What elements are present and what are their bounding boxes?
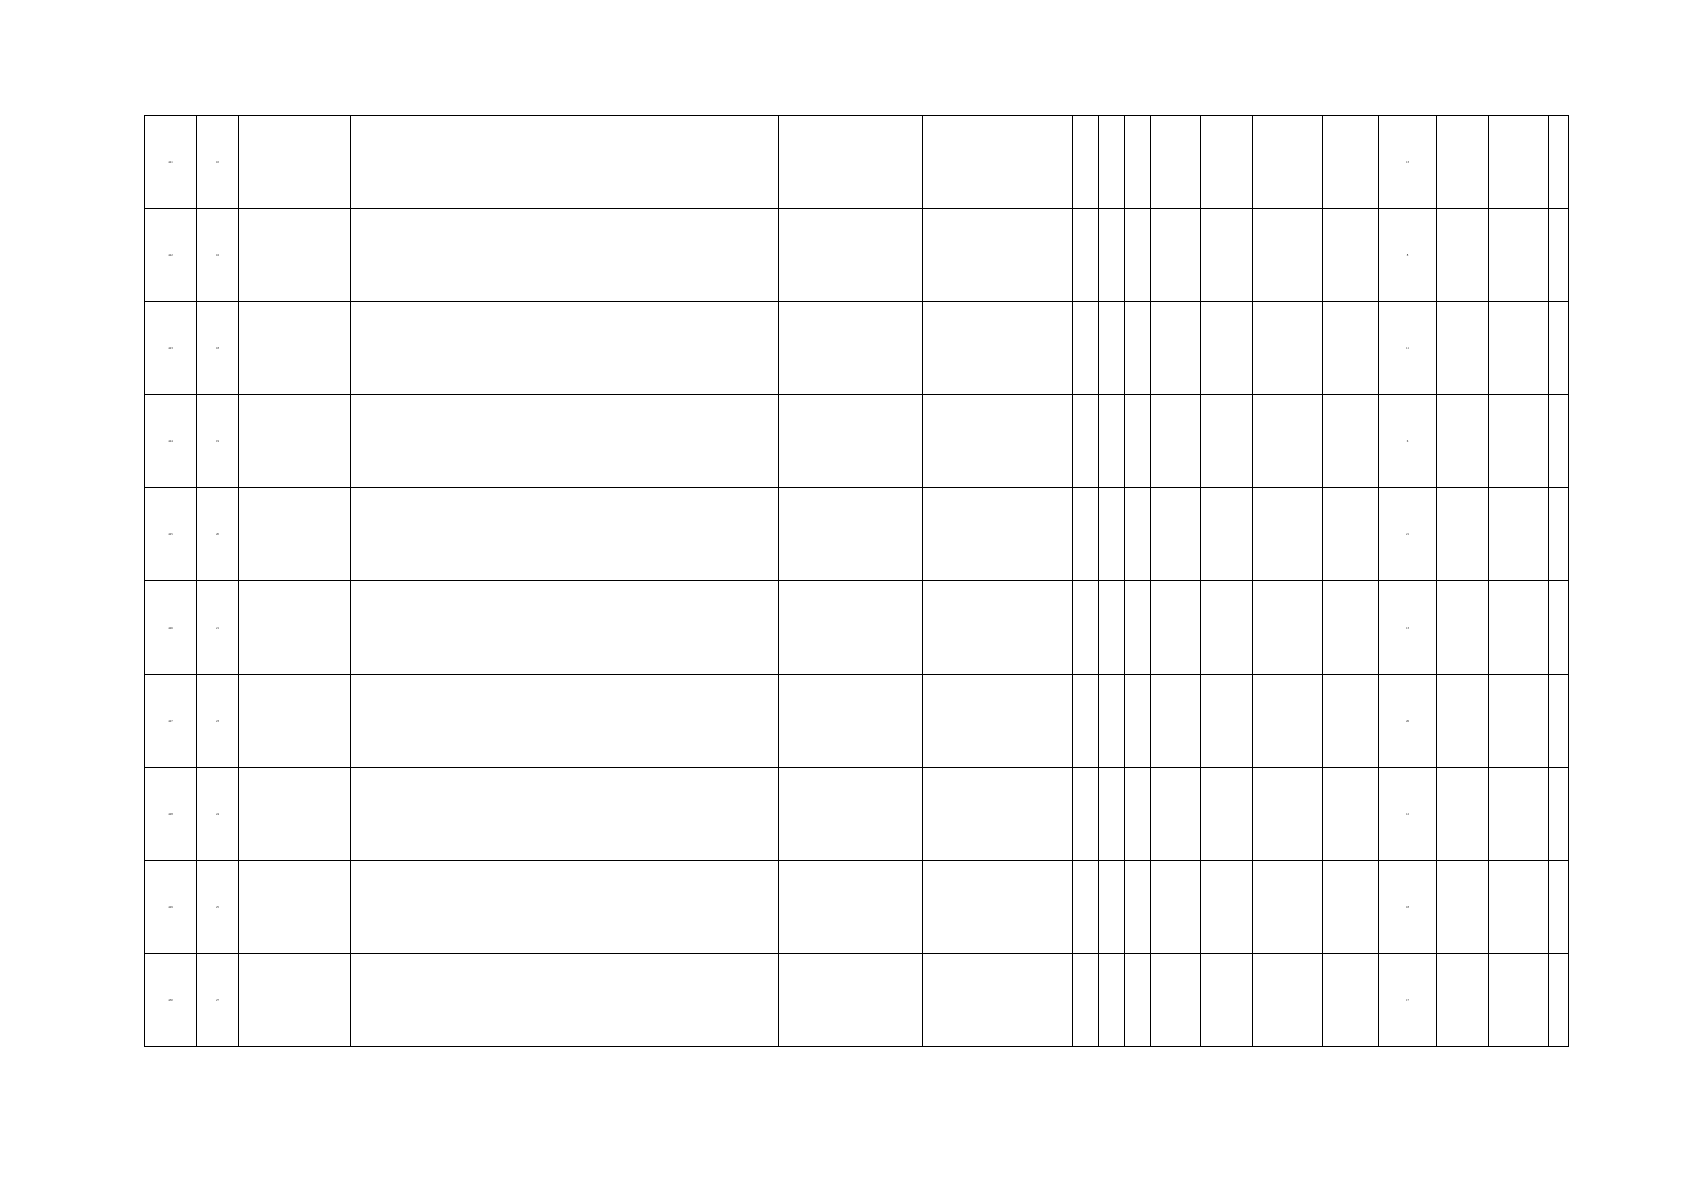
- route-number: 21: [197, 581, 239, 674]
- route-stop-order: [1151, 488, 1201, 581]
- route-streets-backward: [923, 581, 1073, 674]
- route-length-total: [1073, 395, 1099, 488]
- route-stops-directions: [351, 395, 779, 488]
- route-empty-cell: [1323, 395, 1379, 488]
- route-streets-forward: [779, 116, 923, 209]
- route-stops-directions: [351, 767, 779, 860]
- route-empty-cell: [1323, 860, 1379, 953]
- route-empty-cell: [1549, 953, 1569, 1046]
- table-row: [145, 116, 1569, 209]
- route-stop-order: [1151, 581, 1201, 674]
- route-streets-backward: [923, 302, 1073, 395]
- route-length-total: [1073, 674, 1099, 767]
- route-empty-cell: [1549, 302, 1569, 395]
- route-number: 10: [197, 116, 239, 209]
- route-stops-directions: [351, 302, 779, 395]
- route-vehicle-count: 17: [1379, 953, 1437, 1046]
- route-carrier: [1489, 116, 1549, 209]
- route-length-total: [1073, 209, 1099, 302]
- route-start-date: [1437, 767, 1489, 860]
- route-name: [239, 860, 351, 953]
- route-carrier: [1489, 209, 1549, 302]
- route-stop-order: [1151, 302, 1201, 395]
- table-row: [145, 953, 1569, 1046]
- route-number: 18: [197, 302, 239, 395]
- route-length-forward: [1099, 302, 1125, 395]
- route-length-total: [1073, 860, 1099, 953]
- route-length-total: [1073, 767, 1099, 860]
- route-empty-cell: [1323, 674, 1379, 767]
- route-reg-number: 425: [145, 488, 197, 581]
- route-streets-backward: [923, 488, 1073, 581]
- route-streets-backward: [923, 395, 1073, 488]
- route-length-forward: [1099, 395, 1125, 488]
- route-length-backward: [1125, 209, 1151, 302]
- route-vehicle-count: 13: [1379, 116, 1437, 209]
- route-name: [239, 674, 351, 767]
- table-row: [145, 209, 1569, 302]
- route-vehicle-class: [1253, 302, 1323, 395]
- route-streets-forward: [779, 860, 923, 953]
- route-carrier: [1489, 953, 1549, 1046]
- route-stops-directions: [351, 953, 779, 1046]
- route-stops-directions: [351, 860, 779, 953]
- route-length-backward: [1125, 581, 1151, 674]
- route-stops-directions: [351, 488, 779, 581]
- route-vehicle-count: 8: [1379, 209, 1437, 302]
- route-stop-order: [1151, 209, 1201, 302]
- route-tariff: [1201, 488, 1253, 581]
- route-number: 24: [197, 767, 239, 860]
- route-number: 20: [197, 488, 239, 581]
- route-carrier: [1489, 674, 1549, 767]
- route-tariff: [1201, 581, 1253, 674]
- route-tariff: [1201, 116, 1253, 209]
- route-reg-number: 422: [145, 209, 197, 302]
- table-row: [145, 581, 1569, 674]
- route-stop-order: [1151, 116, 1201, 209]
- route-start-date: [1437, 209, 1489, 302]
- route-vehicle-class: [1253, 116, 1323, 209]
- route-number: 25: [197, 860, 239, 953]
- route-empty-cell: [1323, 767, 1379, 860]
- route-empty-cell: [1323, 116, 1379, 209]
- route-carrier: [1489, 395, 1549, 488]
- route-length-backward: [1125, 395, 1151, 488]
- route-length-forward: [1099, 953, 1125, 1046]
- route-empty-cell: [1323, 488, 1379, 581]
- route-name: [239, 302, 351, 395]
- routes-table: [144, 115, 1569, 1047]
- route-empty-cell: [1323, 209, 1379, 302]
- route-start-date: [1437, 860, 1489, 953]
- route-empty-cell: [1549, 860, 1569, 953]
- table-row: [145, 302, 1569, 395]
- route-empty-cell: [1549, 581, 1569, 674]
- route-streets-backward: [923, 209, 1073, 302]
- route-length-backward: [1125, 116, 1151, 209]
- route-length-total: [1073, 302, 1099, 395]
- route-streets-backward: [923, 953, 1073, 1046]
- route-vehicle-class: [1253, 860, 1323, 953]
- route-carrier: [1489, 767, 1549, 860]
- route-length-backward: [1125, 953, 1151, 1046]
- route-length-forward: [1099, 674, 1125, 767]
- route-tariff: [1201, 953, 1253, 1046]
- route-empty-cell: [1323, 581, 1379, 674]
- route-vehicle-class: [1253, 674, 1323, 767]
- route-carrier: [1489, 488, 1549, 581]
- route-length-backward: [1125, 767, 1151, 860]
- table-row: [145, 488, 1569, 581]
- table-row: [145, 860, 1569, 953]
- route-stops-directions: [351, 209, 779, 302]
- route-reg-number: 427: [145, 674, 197, 767]
- route-length-forward: [1099, 209, 1125, 302]
- route-length-forward: [1099, 116, 1125, 209]
- route-name: [239, 953, 351, 1046]
- route-vehicle-class: [1253, 395, 1323, 488]
- route-vehicle-class: [1253, 488, 1323, 581]
- route-tariff: [1201, 395, 1253, 488]
- route-reg-number: 426: [145, 581, 197, 674]
- route-empty-cell: [1323, 302, 1379, 395]
- route-vehicle-class: [1253, 581, 1323, 674]
- route-reg-number: 430: [145, 953, 197, 1046]
- route-stop-order: [1151, 395, 1201, 488]
- route-name: [239, 488, 351, 581]
- route-number: 19: [197, 395, 239, 488]
- route-vehicle-class: [1253, 209, 1323, 302]
- route-start-date: [1437, 674, 1489, 767]
- route-length-total: [1073, 581, 1099, 674]
- route-streets-forward: [779, 581, 923, 674]
- route-length-total: [1073, 953, 1099, 1046]
- route-length-forward: [1099, 488, 1125, 581]
- route-vehicle-count: 18: [1379, 860, 1437, 953]
- route-length-backward: [1125, 860, 1151, 953]
- route-length-total: [1073, 488, 1099, 581]
- route-empty-cell: [1549, 116, 1569, 209]
- route-carrier: [1489, 860, 1549, 953]
- route-stops-directions: [351, 116, 779, 209]
- route-stops-directions: [351, 581, 779, 674]
- route-start-date: [1437, 953, 1489, 1046]
- route-vehicle-class: [1253, 767, 1323, 860]
- route-vehicle-count: 6: [1379, 395, 1437, 488]
- route-length-total: [1073, 116, 1099, 209]
- route-reg-number: 429: [145, 860, 197, 953]
- route-length-forward: [1099, 581, 1125, 674]
- route-name: [239, 209, 351, 302]
- table-row: [145, 674, 1569, 767]
- route-tariff: [1201, 674, 1253, 767]
- route-reg-number: 421: [145, 116, 197, 209]
- route-vehicle-count: 11: [1379, 302, 1437, 395]
- route-reg-number: 423: [145, 302, 197, 395]
- route-streets-forward: [779, 302, 923, 395]
- route-number: 23: [197, 674, 239, 767]
- route-empty-cell: [1549, 674, 1569, 767]
- route-length-forward: [1099, 860, 1125, 953]
- route-streets-forward: [779, 395, 923, 488]
- route-streets-forward: [779, 674, 923, 767]
- route-length-forward: [1099, 767, 1125, 860]
- route-streets-backward: [923, 674, 1073, 767]
- route-streets-forward: [779, 488, 923, 581]
- route-empty-cell: [1549, 209, 1569, 302]
- route-vehicle-count: 12: [1379, 767, 1437, 860]
- route-reg-number: 428: [145, 767, 197, 860]
- route-tariff: [1201, 767, 1253, 860]
- route-stop-order: [1151, 674, 1201, 767]
- route-empty-cell: [1549, 488, 1569, 581]
- route-stops-directions: [351, 674, 779, 767]
- route-start-date: [1437, 488, 1489, 581]
- route-streets-backward: [923, 116, 1073, 209]
- table-row: [145, 767, 1569, 860]
- route-number: 16: [197, 209, 239, 302]
- route-start-date: [1437, 116, 1489, 209]
- route-number: 27: [197, 953, 239, 1046]
- route-carrier: [1489, 302, 1549, 395]
- route-vehicle-class: [1253, 953, 1323, 1046]
- route-start-date: [1437, 581, 1489, 674]
- route-streets-forward: [779, 953, 923, 1046]
- route-name: [239, 767, 351, 860]
- route-empty-cell: [1549, 767, 1569, 860]
- route-start-date: [1437, 395, 1489, 488]
- route-length-backward: [1125, 488, 1151, 581]
- table-row: [145, 395, 1569, 488]
- route-carrier: [1489, 581, 1549, 674]
- route-streets-backward: [923, 860, 1073, 953]
- route-vehicle-count: 13: [1379, 581, 1437, 674]
- route-tariff: [1201, 302, 1253, 395]
- route-streets-forward: [779, 767, 923, 860]
- route-empty-cell: [1549, 395, 1569, 488]
- route-vehicle-count: 21: [1379, 488, 1437, 581]
- route-length-backward: [1125, 302, 1151, 395]
- route-name: [239, 116, 351, 209]
- route-vehicle-count: 26: [1379, 674, 1437, 767]
- route-tariff: [1201, 860, 1253, 953]
- route-stop-order: [1151, 767, 1201, 860]
- route-start-date: [1437, 302, 1489, 395]
- route-length-backward: [1125, 674, 1151, 767]
- route-reg-number: 424: [145, 395, 197, 488]
- route-streets-forward: [779, 209, 923, 302]
- route-stop-order: [1151, 860, 1201, 953]
- route-name: [239, 581, 351, 674]
- route-streets-backward: [923, 767, 1073, 860]
- route-tariff: [1201, 209, 1253, 302]
- route-name: [239, 395, 351, 488]
- route-empty-cell: [1323, 953, 1379, 1046]
- route-stop-order: [1151, 953, 1201, 1046]
